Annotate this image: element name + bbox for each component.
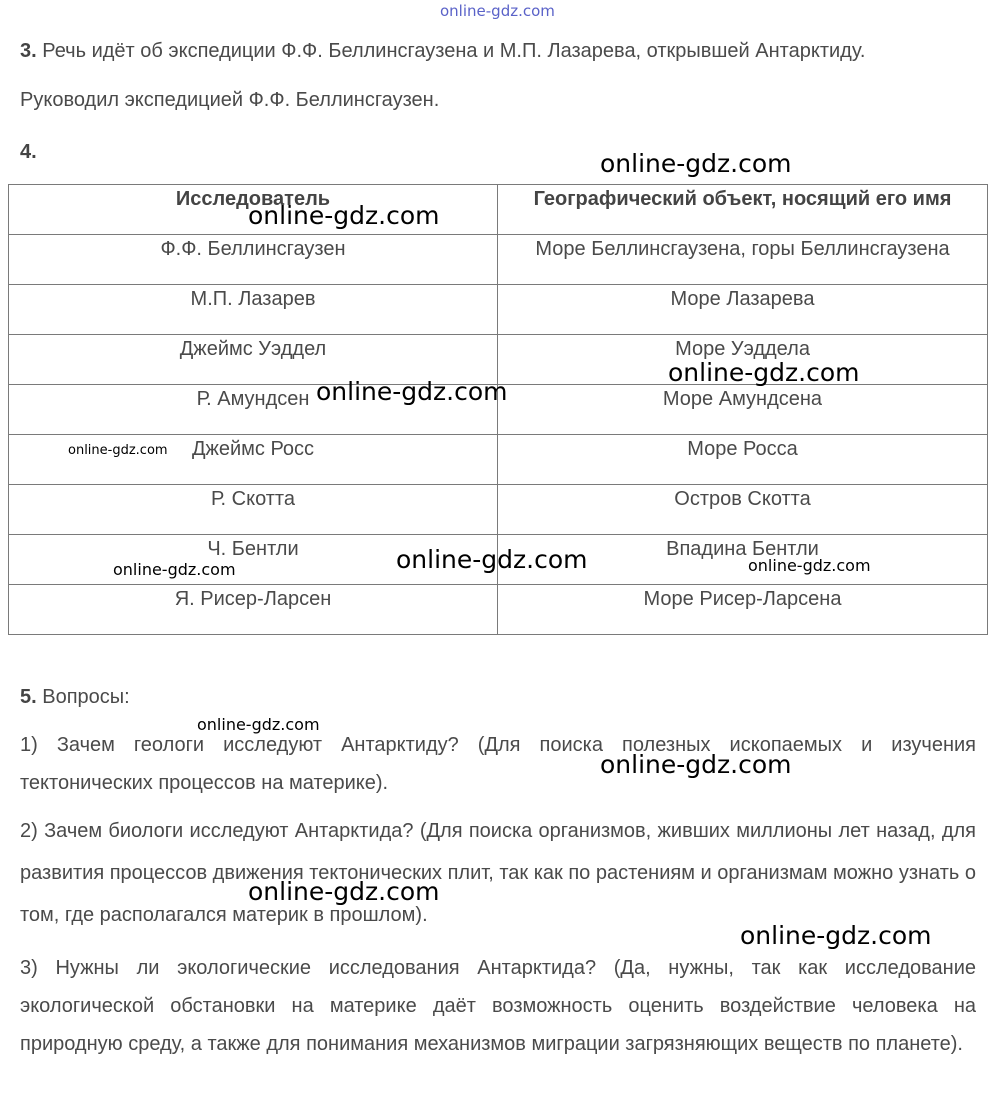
watermark: online-gdz.com xyxy=(668,358,860,387)
table-row xyxy=(9,235,988,285)
question-3-line-2: Руководил экспедицией Ф.Ф. Беллинсгаузен. xyxy=(20,89,440,111)
table-cell-explorer: Ч. Бентли xyxy=(9,535,498,585)
table-row xyxy=(9,585,988,635)
table-header-object: Географический объект, носящий его имя xyxy=(498,185,988,235)
watermark: online-gdz.com xyxy=(248,201,440,230)
question-5-number: 5. xyxy=(20,686,37,708)
watermark: online-gdz.com xyxy=(740,921,932,950)
question-3-number: 3. xyxy=(20,40,37,62)
question-5-item-3: 3) Нужны ли экологические исследования Антарктида? (Да, нужны, так как исследование экологической обстановки на материке даёт возможность оценить воздействие человека на природную среду, а также для понимания механизмов миграции загрязняющих веществ по планете). xyxy=(20,957,976,1055)
watermark: online-gdz.com xyxy=(600,750,792,779)
table-header-explorer: Исследователь xyxy=(9,185,498,235)
watermark: online-gdz.com xyxy=(68,443,168,458)
table-cell-object: Море Уэддела xyxy=(498,335,988,385)
table-cell-explorer: Джеймс Росс xyxy=(9,435,498,485)
table-row xyxy=(9,435,988,485)
watermark: online-gdz.com xyxy=(396,545,588,574)
table-cell-object: Море Рисер-Ларсена xyxy=(498,585,988,635)
table-cell-explorer: Я. Рисер-Ларсен xyxy=(9,585,498,635)
table-cell-object: Море Амундсена xyxy=(498,385,988,435)
table-cell-explorer: Джеймс Уэддел xyxy=(9,335,498,385)
table-cell-object: Море Росса xyxy=(498,435,988,485)
table-header-row xyxy=(9,185,988,235)
watermark: online-gdz.com xyxy=(113,560,236,579)
question-5-item-2: 2) Зачем биологи исследуют Антарктида? (Для поиска организмов, живших миллионы лет назад, для развития процессов движения тектонических плит, так как по растениям и организмам можно узнать о том, где располагался материк в прошлом). xyxy=(20,820,976,926)
table-cell-object: Впадина Бентли xyxy=(498,535,988,585)
question-4-number: 4. xyxy=(20,141,37,163)
question-5-item-1: 1) Зачем геологи исследуют Антарктиду? (Для поиска полезных ископаемых и изучения тектонических процессов на материке). xyxy=(20,734,976,794)
table-cell-explorer: Р. Скотта xyxy=(9,485,498,535)
question-3-text: Речь идёт об экспедиции Ф.Ф. Беллинсгаузена и М.П. Лазарева, открывшей Антарктиду. xyxy=(42,40,866,62)
watermark-top: online-gdz.com xyxy=(440,2,555,20)
table-cell-object: Остров Скотта xyxy=(498,485,988,535)
question-5-title: Вопросы: xyxy=(42,686,130,708)
watermark: online-gdz.com xyxy=(316,377,508,406)
watermark: online-gdz.com xyxy=(197,715,320,734)
table-cell-explorer: М.П. Лазарев xyxy=(9,285,498,335)
watermark: online-gdz.com xyxy=(748,556,871,575)
table-row xyxy=(9,485,988,535)
watermark: online-gdz.com xyxy=(600,149,792,178)
watermark: online-gdz.com xyxy=(248,877,440,906)
table-cell-explorer: Р. Амундсен xyxy=(9,385,498,435)
table-cell-object: Море Лазарева xyxy=(498,285,988,335)
table-cell-object: Море Беллинсгаузена, горы Беллинсгаузена xyxy=(498,235,988,285)
table-row xyxy=(9,285,988,335)
table-cell-explorer: Ф.Ф. Беллинсгаузен xyxy=(9,235,498,285)
question-5-heading xyxy=(20,684,130,710)
question-3-line-1 xyxy=(20,38,865,64)
